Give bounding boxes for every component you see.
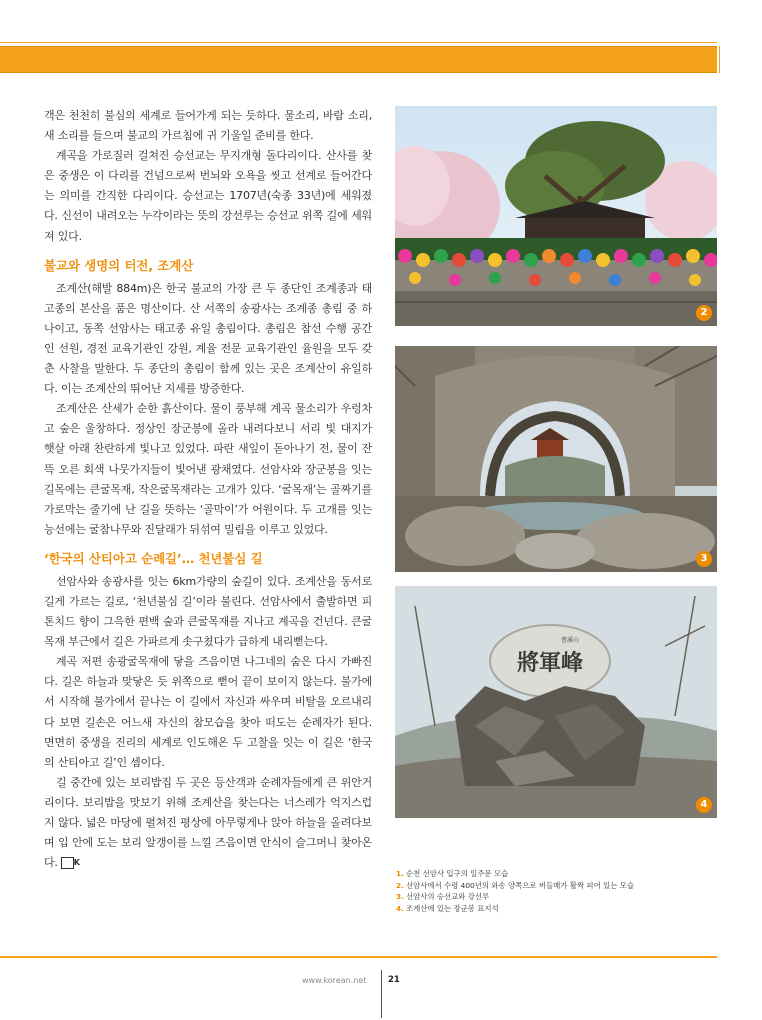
photo-badge: 2 [696,305,712,321]
stone-inscription: 將軍峰 [516,650,584,676]
lantern-row [395,236,717,296]
summit-marker-stone-photo [395,586,717,818]
caption-item: 4. 조계산에 있는 장군봉 표지석 [396,903,499,913]
paragraph-6: 계곡 저편 송광굴목재에 닿을 즈음이면 나그네의 숨은 다시 가빠진다. 길은 하늘과 맞닿은 듯 위쪽으로 뻗어 끝이 보이지 않는다. 불가에서 시작해 불가에서 끝나는 이 길에서 자신과 싸우며 비탈을 오르내리다 보면 길손은 어느새 자신의 참모습을 찾아 떠도는 순례자가 된다. 면면히 중생을 진리의 세계로 인도해온 두 고찰을 잇는 이 길은 ‘한국의 산티아고 길’인 셈이다. [44,655,372,769]
stone-arch-bridge-photo [395,346,717,572]
header-band [0,46,717,73]
page-number: 21 [388,975,400,985]
photo-captions [396,868,716,914]
caption-item: 3. 선암사의 승선교와 강선루 [396,892,490,901]
paragraph-1: 객은 천천히 불심의 세계로 들어가게 되는 듯하다. 물소리, 바람 소리, 새 소리를 들으며 불교의 가르침에 귀 기울일 준비를 한다. [44,109,372,143]
caption-item: 2. 선암사에서 수령 400년의 와송 양쪽으로 버들매가 활짝 피어 있는 모습 [396,880,634,890]
photo-badge: 4 [696,797,712,813]
photo-stone-bridge [395,346,717,572]
section-heading-1: 불교와 생명의 터전, 조계산 [44,257,194,273]
article-column [44,106,372,873]
photo-badge: 3 [696,551,712,567]
footer-url: www.korean.net [302,976,367,985]
top-rule [0,42,717,43]
paragraph-7-text: 길 중간에 있는 보리밥집 두 곳은 등산객과 순례자들에게 큰 위안거리이다. 보리밥을 맛보기 위해 조계산을 찾는다는 너스레가 억지스럽지 않다. 넓은 마당에 펼쳐진 평상에 아무렇게나 앉아 하늘을 올려다보며 입 안에 도는 보리 알갱이를 느낄 즈음이면 안식이 슬그머니 찾아온다. [44,775,372,870]
end-mark-icon: K [61,857,74,869]
footer-rule [0,956,717,958]
stone-sub-inscription: 曹溪山 [560,637,580,644]
photo-summit-stone [395,586,717,818]
footer-divider [381,970,382,1018]
paragraph-2: 계곡을 가로질러 걸쳐진 승선교는 무지개형 돌다리이다. 산사를 찾은 중생은 이 다리를 건넘으로써 번뇌와 오욕을 씻고 선계로 들어간다는 의미를 간직한 다리이다. 승선교는 1707년(숙종 33년)에 세워졌다. 신선이 내려오는 누각이라는 뜻의 강선루는 승선교 위쪽 길에 세워져 있다. [44,149,372,243]
caption-item: 1. 순천 선암사 입구의 일주문 모습 [396,869,509,878]
paragraph-4: 조계산은 산세가 순한 흙산이다. 물이 풍부해 계곡 물소리가 우렁차고 숲은 울창하다. 정상인 장군봉에 올라 내려다보니 서리 빛 대지가 햇살 아래 찬란하게 빛나고 있었다. 파란 새잎이 돋아나기 전, 물이 잔뜩 오른 회색 나뭇가지들이 빛어낸 광채였다. 선암사와 장군봉을 잇는 길목에는 큰굴목재, 작은굴목재라는 고개가 있다. ‘굴목재’는 골짜기를 가로막는 줄기에 난 길을 뜻하는 ‘골막이’가 어원이다. 두 고개를 잇는 능선에는 굴참나무와 진달래가 뒤섞여 밀림을 이루고 있었다. [44,402,372,536]
section-heading-2: ‘한국의 산티아고 순례길’… 천년불심 길 [44,550,263,566]
paragraph-7 [44,773,372,873]
paragraph-3: 조계산(해발 884m)은 한국 불교의 가장 큰 두 종단인 조계종과 태고종의 본산을 품은 명산이다. 산 서쪽의 송광사는 조계종 총림 중 하나이고, 동쪽 선암사는 태고종 유일 총림이다. 총림은 참선 수행 공간인 선원, 경전 교육기관인 강원, 계율 전문 교육기관인 율원을 모두 갖춘 사찰을 말한다. 두 종단의 총림이 함께 있는 곳은 조계산이 유일하다. 이는 조계산의 뛰어난 지세를 방증한다. [44,281,372,396]
paragraph-5: 선암사와 송광사를 잇는 6km가량의 숲길이 있다. 조계산을 동서로 길게 가르는 길로, ‘천년불심 길’이라 불린다. 선암사에서 출발하면 피톤치드 향이 그윽한 편백 숲과 큰굴목재를 지나고 계곡을 건넌다. 큰굴목재 부근에서 길은 가파르게 솟구쳤다가 급하게 내리뻗는다. [44,574,372,649]
photo-temple-lanterns [395,106,717,326]
